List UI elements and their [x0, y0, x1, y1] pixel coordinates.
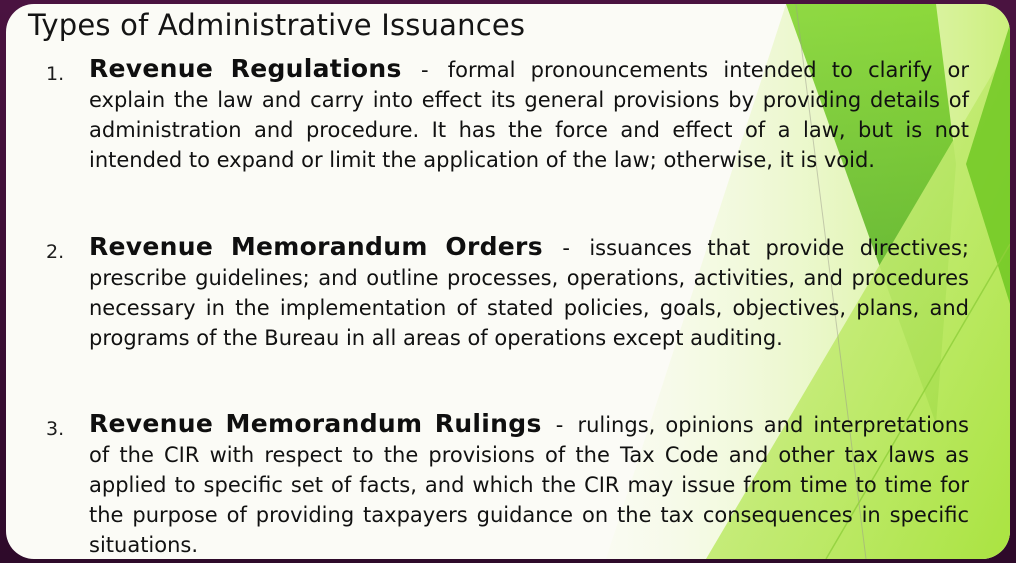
item-term: Revenue Memorandum Rulings	[89, 409, 542, 438]
item-description: rulings, opinions and interpretations of the CIR with respect to the provisions of the Tax Code and other tax laws as applied to specific set of facts, and which the CIR may issue from time to time for the purpose of providing taxpayers guidance on the tax consequences in specific situations.	[89, 413, 969, 557]
item-body	[89, 409, 969, 559]
item-number: 3.	[46, 418, 65, 440]
item-number: 1.	[46, 63, 65, 85]
item-separator: -	[562, 236, 570, 260]
item-term: Revenue Regulations	[89, 54, 402, 83]
item-number: 2.	[46, 241, 65, 263]
item-description: formal pronouncements intended to clarify or explain the law and carry into effect its general provisions by providing details of administration and procedure. It has the force and effect of a law, but is not intended to expand or limit the application of the law; otherwise, it is void.	[89, 58, 969, 172]
item-term: Revenue Memorandum Orders	[89, 232, 543, 261]
item-separator: -	[420, 58, 429, 82]
item-body	[89, 54, 969, 175]
slide-title: Types of Administrative Issuances	[28, 8, 526, 42]
item-body	[89, 232, 969, 353]
item-description: issuances that provide directives; prescribe guidelines; and outline processes, operations, activities, and procedures necessary in the implementation of stated policies, goals, objectives, plans, and programs of the Bureau in all areas of operations except auditing.	[89, 236, 969, 350]
slide	[6, 4, 1010, 559]
item-separator: -	[555, 413, 564, 437]
